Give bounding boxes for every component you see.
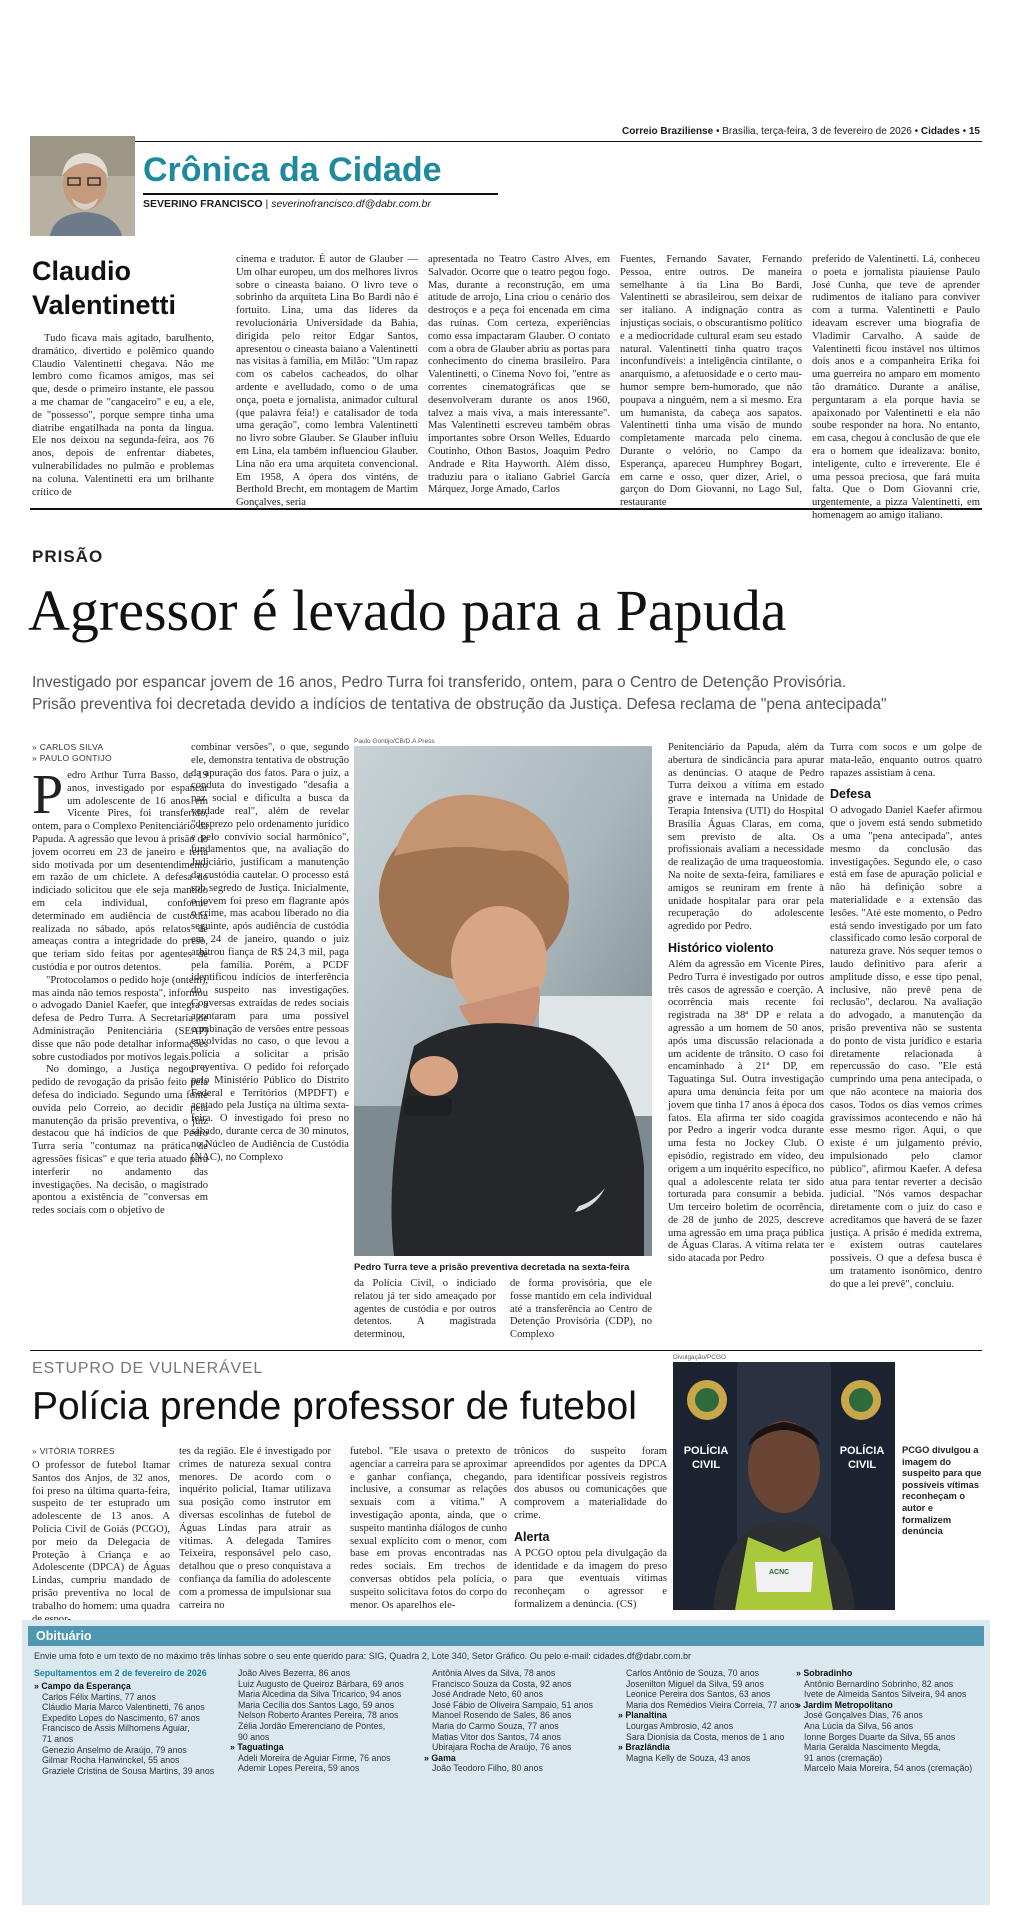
prisao-photo <box>354 746 652 1256</box>
dropcap: P <box>32 764 64 826</box>
obituary-entry: Cláudio Maria Marco Valentinetti, 76 anos <box>42 1702 205 1713</box>
photo-credit: Paulo Gontijo/CB/D.A Press <box>354 738 435 745</box>
estupro-col3: futebol. "Ele usava o pretexto de agenciar a carreira para se aproximar e ganhar confiança, chegando, inclusive, a consumar as relações sexuais com a vítima." A investigação aponta, ainda, que o suspeito mantinha diálogos de cunho sexual explícito com o menor, com base em provas encontradas nas redes sociais. Em trechos de conversas obtidos pela polícia, o suspeito solicitava fotos do corpo do menor. Os aparelhos ele- <box>350 1446 507 1611</box>
bullet: • <box>715 126 720 137</box>
paragraph: Penitenciário da Papuda, além da abertura de sindicância para apurar as denúncias. O ataque de Pedro Turra deixou a vítima em estado grave e internada na Unidade de Terapia Intensiva (UTI) do Hospital Brasília Águas Claras, em coma, sem previsto de alta. Os profissionais avaliam a necessidade de realização de uma traqueostomia. Na noite de sexta-feira, familiares e amigos se reuniram em frente à unidade hospitalar para orar pela recuperação do adolescente agredido por Pedro. <box>668 742 824 933</box>
estupro-col2: tes da região. Ele é investigado por crimes de natureza sexual contra menores. De acordo com o inquérito policial, Itamar utilizava sua posição como instrutor em diversas escolinhas de futebol de Águas Lindas para atrair as vítimas. A delegada Tamires Teixeira, responsável pelo caso, detalhou que o preso conquistava a confiança da família do adolescente com a promessa de impulsionar sua carreira no <box>179 1446 331 1611</box>
obituary-entry: Matias Vitor dos Santos, 74 anos <box>432 1731 561 1742</box>
cronica-title-line: Valentinetti <box>32 290 177 320</box>
obituary-entry: Ana Lúcia da Silva, 56 anos <box>804 1720 914 1731</box>
estupro-col1: O professor de futebol Itamar Santos dos Anjos, de 32 anos, foi preso na última quarta-feira, suspeito de ter estuprado um adolescente de 13 anos. A Polícia Civil de Goiás (PCGO), por meio da Delegacia de Proteção à Criança e ao Adolescente (DPCA) de Águas Lindas, cumpriu mandado de prisão preventiva no local de trabalho do homem: uma quadra <box>32 1460 170 1612</box>
obituary-col3 <box>424 1668 593 1774</box>
prisao-col3-under: da Polícia Civil, o indiciado relatou já ter sido ameaçado por agentes de custódia e por outros detentos. A magistrada determinou, <box>354 1278 496 1341</box>
obituary-entry: Josenilton Miguel da Silva, 59 anos <box>626 1678 764 1689</box>
obituary-place: » Sobradinho <box>796 1668 853 1678</box>
obituary-entry: Expedito Lopes do Nascimento, 67 anos <box>42 1712 200 1723</box>
prisao-col6 <box>830 742 982 1344</box>
obituary-place: » Brazlândia <box>618 1742 670 1753</box>
obituary-entry: João Teodoro Filho, 80 anos <box>432 1763 543 1774</box>
obituary-entry: Genezio Anselmo de Araújo, 79 anos <box>42 1744 187 1755</box>
subhead: Histórico violento <box>668 940 774 955</box>
paragraph: No domingo, a Justiça negou o pedido de revogação da prisão feito pela defesa do indiciado. Segundo uma fonte ouvida pelo Correio, ao decidir pela manutenção da prisão preventiva, o juiz destacou que há indícios de que Pedro Turra seria "contumaz na prática de agressões físicas" e que teria atuado para interferir no andamento das investigações. Na decisão, o magistrado apontou a existência de "conversas em redes sociais com o objetivo de <box>32 1064 208 1217</box>
obituary-entry: Maria Geralda Nascimento Megda, <box>804 1742 941 1753</box>
newspaper-name: Correio Braziliense <box>622 126 714 137</box>
obituary-entry: Maria do Carmo Souza, 77 anos <box>432 1720 559 1731</box>
obituary-entry: Francisco de Assis Milhomens Aguiar, <box>42 1723 190 1734</box>
cronica-title <box>32 254 202 322</box>
subhead: Alerta <box>514 1529 550 1544</box>
prisao-bylines <box>32 742 112 764</box>
section-divider <box>30 1350 982 1351</box>
obituary-entry: José Andrade Neto, 60 anos <box>432 1689 544 1700</box>
prisao-col5 <box>668 742 824 1344</box>
sign-text: POLÍCIA <box>839 1445 885 1457</box>
cronica-col2: cinema e tradutor. É autor de Glauber — Um olhar europeu, um dos melhores livros sobre o cineasta baiano. O livro teve o sobrinho da arquiteta Lina Bo Bardi não é fortuito. Lina, uma das líderes da revolucionária Universidade da Bahia, dirigida pelo reitor Edgar Santos, apresentou o cineasta baiano a Valentinetti nas visitas à família, em Milão: "Um rapaz com os cabelos cacheados, do olhar ardente e avelludado, como o de uma onça, poeta e jornalista, animador cultural (que palavra feia!) e catalisador de toda uma geração", como lembra Valentinetti no livro sobre Glauber. Se Glauber influiu em Lina, ela também influenciou Glauber. Lina não era uma arquiteta convencional. Em 1958, A ópera dos vinténs, de Berthold Brecht, em montagem de Martim Gonçalves, seria <box>236 254 418 509</box>
paragraph: Turra com socos e um golpe de mata-leão, enquanto outros quatro rapazes assistiam à cena. <box>830 742 982 779</box>
obituary-entry: Ubirajara Rocha de Araújo, 76 anos <box>432 1742 572 1753</box>
cronica-col1: Tudo ficava mais agitado, barulhento, dramático, divertido e polêmico quando Claudio Valentinetti chegava. Não me lembro como ficamos amigos, mas sei que, desde o primeiro instante, ele passou a me chamar de "cangaceiro" e eu, a ele, de "possesso", porque sempre tinha uma diatribe engatilhada na ponta da língua. Ele nos deixou na segunda-feira, aos 76 anos, depois de enfrentar diabetes, vulnerabilidades no pulmão e problemas na coluna. Valentinetti era um brilhante crítico de <box>32 333 214 498</box>
paragraph: trônicos do suspeito foram apreendidos por agentes da DPCA para identificar possíveis registros dos abusos ou comunicações que comprovem a materialidade do crime. <box>514 1446 667 1521</box>
columnist-line <box>143 198 431 210</box>
obituary-entry: Gilmar Rocha Hanwinckel, 55 anos <box>42 1755 180 1766</box>
byline: » PAULO GONTIJO <box>32 753 112 763</box>
header-rule <box>30 141 982 142</box>
cronica-kicker: Crônica da Cidade <box>143 151 442 189</box>
obituary-entry: Zélia Jordão Emerenciano de Pontes, <box>238 1720 386 1731</box>
obituary-entry: Lourgas Ambrosio, 42 anos <box>626 1720 734 1731</box>
page-header <box>620 126 980 137</box>
columnist-name: SEVERINO FRANCISCO <box>143 198 263 210</box>
obituary-entry: Adeli Moreira de Aguiar Firme, 76 anos <box>238 1752 391 1763</box>
page-number: 15 <box>968 126 980 137</box>
obituary-entry: Francisco Souza da Costa, 92 anos <box>432 1678 572 1689</box>
obituary-entry: Carlos Félix Martins, 77 anos <box>42 1691 156 1702</box>
obituary-entry: José Fábio de Oliveira Sampaio, 51 anos <box>432 1699 593 1710</box>
police-sign-left <box>677 1444 735 1472</box>
obituary-entry: Maria Alcedina da Silva Tricarico, 94 anos <box>238 1689 402 1700</box>
photo-caption: Pedro Turra teve a prisão preventiva decretada na sexta-feira <box>354 1262 630 1273</box>
obituary-entry: Marcelo Maia Moreira, 54 anos (cremação) <box>804 1763 973 1774</box>
columnist-email[interactable]: severinofrancisco.df@dabr.com.br <box>271 198 431 210</box>
section-name: Cidades <box>920 126 960 137</box>
obituary-entry: João Alves Bezerra, 86 anos <box>238 1668 350 1678</box>
obituary-entry: Nelson Roberto Arantes Pereira, 78 anos <box>238 1710 399 1721</box>
kicker-rule <box>143 193 498 195</box>
obituary-col2 <box>230 1668 404 1774</box>
estupro-kicker: ESTUPRO DE VULNERÁVEL <box>32 1360 264 1377</box>
cronica-col4: Fuentes, Fernando Savater, Fernando Pessoa, entre outros. De maneira semelhante à tia Lina Bo Bardi, Valentinetti se abrasileirou, sem deixar de ser italiano. A indignação contra as injustiças sociais, o obscurantismo político e a mediocridade cultural eram seu estado natural. Valentinetti tinha quatro traços inconfundíveis: a inteligência cintilante, o anarquismo, a afetuosidade e o certo mau-humor sempre bem-humorado, que não poupava a ninguém, nem a si mesmo. Era um humanista, da cabeça aos sapatos. Valentinetti tinha uma visão de mundo completamente marcada pelo cinema. Durante o velório, no Campo da Esperança, apareceu Humphrey Bogart, em carne e osso, quer dizer, Ariel, o garçon do Dom Giovanni, no Lago Sul, restaurante <box>620 254 802 509</box>
obituary-entry: Maria dos Remédios Vieira Correia, 77 anos <box>626 1699 799 1710</box>
paragraph: edro Arthur Turra Basso, de 19 anos, investigado por espancar um adolescente de 16 anos em Vicente Pires, foi transferido, ontem, para o Complexo Penitenciário da Papuda. A agressão que levou à prisão do jovem ocorreu em 23 de janeiro e teria sido motivada por um desentendimento em razão de um chiclete. A defesa do indiciado solicitou que ele seja mantido em cela individual, conforme determinado em audiência de custódia realizada no sábado, após relatos de ameaças contra a integridade do preso, que teriam sido feitas por agentes de custódia e por outros detentos. <box>32 770 208 973</box>
obituary-entry: Manoel Rosendo de Sales, 86 anos <box>432 1710 572 1721</box>
deck-line: Prisão preventiva foi decretada devido a indícios de tentativa de obstrução da Justiça. Defesa reclama de "pena antecipada" <box>32 696 887 713</box>
bullet: • <box>914 126 919 137</box>
suspect-photo <box>673 1362 895 1610</box>
subhead: Defesa <box>830 787 871 802</box>
separator: | <box>265 198 269 210</box>
obituary-entry: Sara Dionísia da Costa, menos de 1 ano <box>626 1731 785 1742</box>
prisao-headline: Agressor é levado para a Papuda <box>28 578 787 643</box>
sign-text: POLÍCIA <box>683 1445 729 1457</box>
obituary-place: » Campo da Esperança <box>34 1681 131 1691</box>
obituary-col5 <box>796 1668 972 1774</box>
prisao-col2: combinar versões", o que, segundo ele, demonstra tentativa de obstrução da apuração dos fatos. Para o juiz, a conduta do investigado "desafia a paz social e dificulta a busca da verdade real", além de revelar "desprezo pelo ordenamento jurídico e pelo convívio social harmônico", fundamentos que, na avaliação do Judiciário, justificam a manutenção da custódia cautelar. O processo está sob segredo de Justiça. Inicialmente, o jovem foi preso em flagrante após o crime, mas acabou liberado no dia seguinte, após audiência de custódia em 24 de janeiro, quando o juiz arbitrou fiança de R$ 24,3 mil, paga pela família. Porém, a PCDF identificou indícios de interferência do suspeito nas investigações. Conversas extraídas de redes sociais apontaram para uma possível combinação de versões entre pessoas envolvidas no caso, o que levou a polícia a solicitar a prisão preventiva. O pedido foi reforçado pelo Ministério Público do Distrito Federal e Territórios (MPDFT) e acatado pela Justiça na última sexta-feira. O investigado foi preso no sábado, durante cerca de 30 minutos, no Núcleo de Audiência de Custódia (NAC), no Complexo <box>191 742 349 1163</box>
sign-text: CIVIL <box>847 1459 877 1471</box>
obituary-intro: Envie uma foto e um texto de no máximo três linhas sobre o seu ente querido para: SIG, Quadra 2, Lote 340, Setor Gráfico. Ou pelo e-mail: cidades.df@dabr.com.br <box>34 1651 691 1661</box>
byline: » CARLOS SILVA <box>32 742 104 752</box>
obituary-entry: 91 anos (cremação) <box>804 1752 883 1763</box>
paragraph: Além da agressão em Vicente Pires, Pedro Turra é investigado por outros três casos de agressão e coerção. A ocorrência mais recente foi registrada na 38ª DP e relata a agressão a um homem de 50 anos, após uma discussão relacionada a um acidente de trânsito. O caso foi encaminhado à 21ª DP, em Taguatinga Sul. Outra investigação apura uma denúncia feita por um jovem que tinha 17 anos à época dos fatos. Ela afirma ter sido coagida por Pedro a ingerir vodca durante uma festa no Jockey Club. O episódio, registrado em vídeo, deu origem a um inquérito específico, no qual a adolescente relata ter sido torturada para consumir a bebida. Um terceiro boletim de ocorrência, de 28 de junho de 2025, descreve uma agressão em uma praça pública de Águas Claras. A vítima relata ter sido atacada por Pedro <box>668 958 824 1265</box>
suspect-caption: PCGO divulgou a imagem do suspeito para que possíveis vítimas reconheçam o autor e formalizem denúncia <box>902 1445 982 1537</box>
obituary-entry: 90 anos <box>238 1731 270 1742</box>
cronica-col5: preferido de Valentinetti. Lá, conheceu o poeta e jornalista piauiense Paulo José Cunha, que teve de aprender rudimentos de italiano para conviver com a turma. Valentinetti e Paulo ideavam escrever uma biografia de Vladimir Carvalho. A saúde de Valentinetti ficou instável nos últimos dois anos e a companheira Erika foi uma guerreira no amparo em momento tão dramático. Durante a análise, perguntaram a ela porque havia se apaixonado por Valentinetti e ela não soube responder na hora. No entanto, em casa, chegou à conclusão de que ele era o homem que idealizava: bonito, inteligente, culto e irreverente. Ele é uma pessoa preciosa, que fará muita falta. Que o Dom Giovanni crie, urgentemente, a pizza Valentinetti, em homenagem ao amigo italiano. <box>812 254 980 521</box>
obituary-entry: Graziele Cristina de Sousa Martins, 39 anos <box>42 1765 215 1776</box>
photo-credit: Divulgação/PCGO <box>673 1354 727 1361</box>
paragraph: O advogado Daniel Kaefer afirmou que o jovem está sendo submetido a uma "pena antecipada", antes mesmo da conclusão das investigações. Segundo ele, o caso está em fase de apuração policial e não há definição sobre a materialidade e a extensão das lesões. "Até este momento, o Pedro está sendo investigado por um fato classificado como lesão corporal de natureza grave. Nós sequer temos o laudo definitivo para aferir a amplitude disso, e esse tipo penal, inclusive, não prevê pena de reclusão", declarou. Na avaliação do advogado, a manutenção da prisão preventiva não se sustenta do ponto de vista jurídico e estaria diretamente relacionada à repercussão do caso. "Ele está cumprindo uma pena antecipada, o que não acontece na maioria dos casos. Todos os dias vemos crimes gravíssimos acontecendo e não há esse mesmo rigor. Aqui, o que existe é um julgamento prévio, impulsionado pelo clamor público", afirmou Kaefer. A defesa atua para tentar reverter a decisão judicial. "Nós vamos despachar diretamente com o juiz do caso e acreditamos que haverá de se fazer justiça. A prisão é medida extrema, e existem outras cautelares possíveis. O que a defesa busca é um tratamento isonômico, dentro do que a lei prevê", concluiu. <box>830 805 982 1290</box>
obituary-date: Sepultamentos em 2 de fevereiro de 2026 <box>34 1668 207 1678</box>
shirt-logo: ACNC <box>769 1569 790 1576</box>
obituary-entry: Ionne Borges Duarte da Silva, 55 anos <box>804 1731 956 1742</box>
estupro-headline: Polícia prende professor de futebol <box>32 1385 637 1428</box>
prisao-kicker: PRISÃO <box>32 547 104 566</box>
cronica-title-line: Claudio <box>32 256 131 286</box>
obituary-place: » Taguatinga <box>230 1742 284 1753</box>
police-sign-right <box>833 1444 891 1472</box>
cronica-col3: apresentada no Teatro Castro Alves, em Salvador. Ocorre que o teatro pegou fogo. Mas, durante a reconstrução, em uma atitude de arrojo, Lina criou o cenário dos destroços e a peça foi encenada em cima das ruínas. Com certeza, experiências como essa impactaram Glauber. O contato com a obra de Glauber abriu as portas para conhecimento do cinema brasileiro. Para Valentinetti, o Cinema Novo foi, "entre as correntes cinematográficas que se desenvolveram durante os anos 1960, talvez a mais viva, a mais interessante". Mas Valentinetti escreveu também obras importantes sobre Orson Welles, Eduardo Coutinho, Othon Bastos, Joaquim Pedro Andrade e Rita Hayworth. Além disso, traduziu para o italiano Gabriel García Márquez, Jorge Amado, Carlos <box>428 254 610 496</box>
obituary-col4 <box>618 1668 799 1763</box>
obituary-entry: José Gonçalves Dias, 76 anos <box>804 1710 923 1721</box>
obituary-place: » Gama <box>424 1752 456 1763</box>
obituary-col1 <box>34 1681 214 1776</box>
obituary-entry: Antônio Bernardino Sobrinho, 82 anos <box>804 1678 954 1689</box>
obituary-entry: Maria Cecília dos Santos Lago, 59 anos <box>238 1699 394 1710</box>
obituary-entry: Leonice Pereira dos Santos, 63 anos <box>626 1689 771 1700</box>
obituary-place: » Jardim Metropolitano <box>796 1699 893 1710</box>
sign-text: CIVIL <box>691 1459 721 1471</box>
obituary-entry: 71 anos <box>42 1733 74 1744</box>
prisao-col1 <box>32 764 208 1285</box>
estupro-byline: » VITÓRIA TORRES <box>32 1446 115 1456</box>
obituary-entry: Ademir Lopes Pereira, 59 anos <box>238 1763 360 1774</box>
section-divider <box>30 508 982 510</box>
obituary-place: » Planaltina <box>618 1710 667 1721</box>
prisao-col4-under: de forma provisória, que ele fosse mantido em cela individual até a transferência ao Centro de Detenção Provisória (CDP), no Complexo <box>510 1278 652 1341</box>
deck-line: Investigado por espancar jovem de 16 anos, Pedro Turra foi transferido, ontem, para o Centro de Detenção Provisória. <box>32 674 847 691</box>
paragraph: "Protocolamos o pedido hoje (ontem), mas ainda não temos resposta", informou o advogado Daniel Kaefer, que integra a defesa de Pedro Turra. A Secretaria de Administração Penitenciária (SEAP) disse que não pode detalhar informações sobre custodiados por motivos legais. <box>32 974 208 1063</box>
columnist-photo <box>30 136 135 236</box>
dateline: Brasília, terça-feira, 3 de fevereiro de 2026 <box>722 126 912 137</box>
obituary-title: Obituário <box>28 1626 984 1646</box>
obituary-entry: Magna Kelly de Souza, 43 anos <box>626 1752 751 1763</box>
obituary-entry: Luiz Augusto de Queiroz Bárbara, 69 anos <box>238 1678 404 1689</box>
bullet: • <box>962 126 967 137</box>
obituary-entry: Ivete de Almeida Santos Silveira, 94 anos <box>804 1689 967 1700</box>
obituary-entry: Carlos Antônio de Souza, 70 anos <box>626 1668 760 1678</box>
estupro-col4 <box>514 1446 667 1610</box>
prisao-deck <box>32 672 987 716</box>
obituary-entry: Antônia Alves da Silva, 78 anos <box>432 1668 556 1678</box>
paragraph: A PCGO optou pela divulgação da identidade e da imagem do preso para que eventuais vítimas reconheçam o agressor e formalizem a denúncia. (CS) <box>514 1547 667 1610</box>
